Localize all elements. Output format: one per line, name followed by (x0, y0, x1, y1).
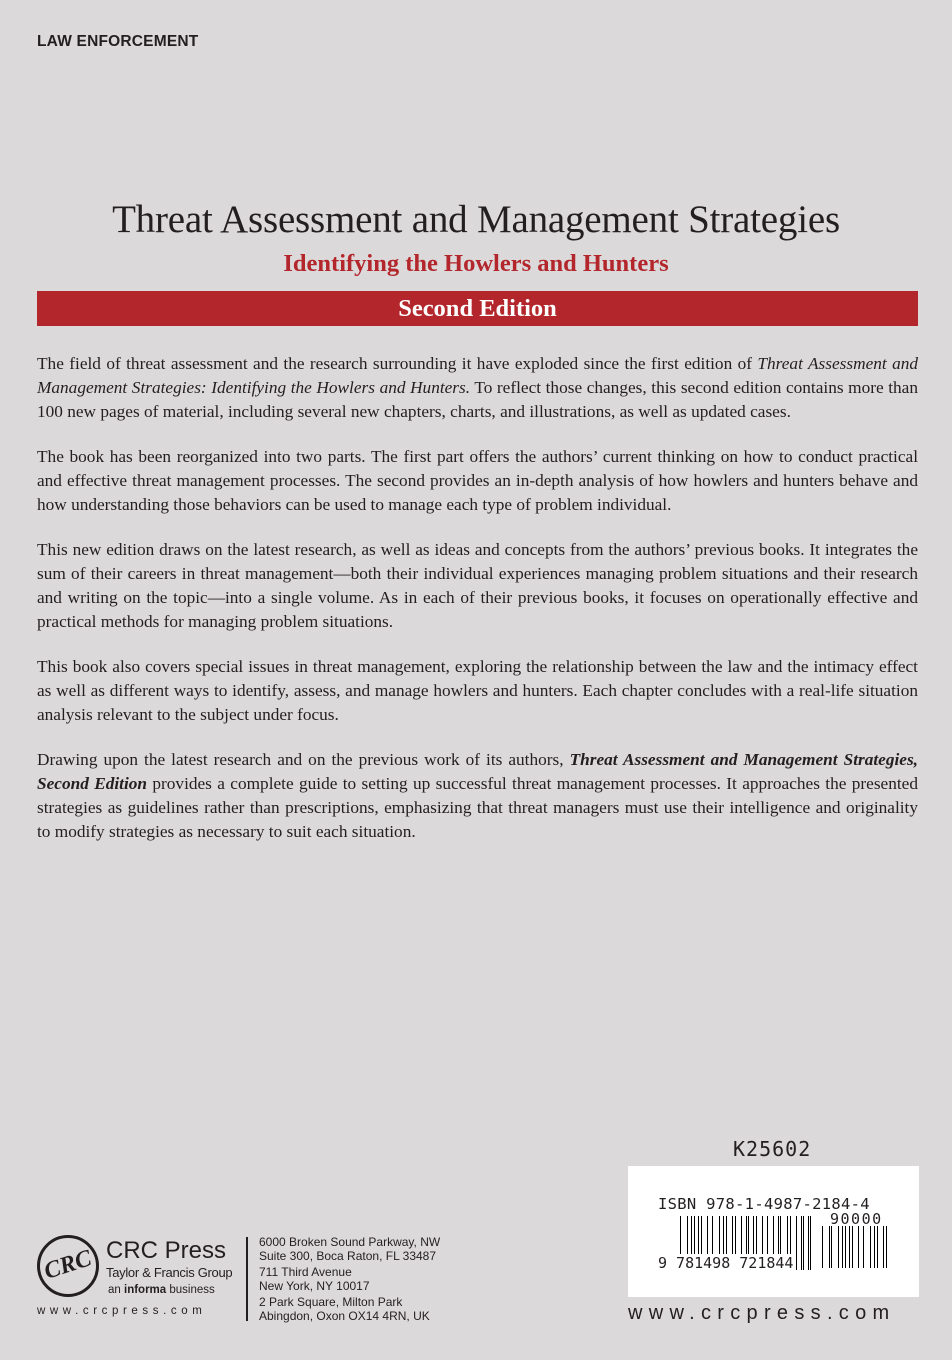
website-link[interactable]: www.crcpress.com (628, 1302, 896, 1324)
edition-banner: Second Edition (37, 291, 918, 326)
publisher-website[interactable]: www.crcpress.com (37, 1305, 207, 1317)
book-title: Threat Assessment and Management Strategies (112, 198, 840, 241)
book-subtitle: Identifying the Howlers and Hunters (283, 250, 669, 277)
isbn-barcode-box (628, 1166, 919, 1297)
description-paragraph (37, 748, 918, 844)
isbn-label: ISBN 978-1-4987-2184-4 (658, 1195, 870, 1213)
publisher-addresses (259, 1236, 440, 1326)
text-segment: The book has been reorganized into two parts. The first part offers the authors’ current thinking on how to conduct practical and effective threat management processes. The second provides an in-depth analysis of how howlers and hunters behave and how understanding those behaviors can be used to manage each type of problem individual. (37, 447, 918, 514)
address: 711 Third Avenue New York, NY 10017 (259, 1265, 370, 1293)
text-segment: Drawing upon the latest research and on the previous work of its authors, (37, 750, 570, 769)
product-code: K25602 (733, 1137, 812, 1161)
text-segment: This new edition draws on the latest research, as well as ideas and concepts from the authors’ previous books. It integrates the sum of their careers in threat management—both their individual experiences managing problem situations and their research and writing on the topic—into a single volume. As in each of their previous books, it focuses on operationally effective and practical methods for managing problem situations. (37, 540, 918, 631)
description (37, 352, 918, 865)
description-paragraph (37, 352, 918, 424)
ean-number: 9 781498 721844 (658, 1254, 794, 1272)
publisher-group: Taylor & Francis Group (106, 1265, 233, 1280)
text-segment: Threat Assessment and Management Strategies: Identifying the Howlers and Hunters. (37, 354, 918, 397)
publisher-tagline: an informa business (108, 1284, 215, 1296)
divider (246, 1237, 248, 1321)
price-addon: 90000 (830, 1210, 883, 1228)
text-segment: provides a complete guide to setting up successful threat management processes. It approaches the presented strategies as guidelines rather than prescriptions, emphasizing that threat managers must use their intelligence and originality to modify strategies as necessary to suit each situation. (37, 774, 918, 841)
description-paragraph (37, 538, 918, 634)
text-segment: To reflect those changes, this second edition contains more than 100 new pages of material, including several new chapters, charts, and illustrations, as well as updated cases. (37, 378, 918, 421)
description-paragraph (37, 445, 918, 517)
text-segment: This book also covers special issues in threat management, exploring the relationship between the law and the intimacy effect as well as different ways to identify, assess, and manage howlers and hunters. Each chapter concludes with a real-life situation analysis relevant to the subject under focus. (37, 657, 918, 724)
crc-logo-icon: CRC (37, 1235, 99, 1297)
addon-barcode (822, 1226, 892, 1268)
category-label: LAW ENFORCEMENT (37, 33, 199, 50)
address: 2 Park Square, Milton Park Abingdon, Oxon OX14 4RN, UK (259, 1295, 430, 1323)
text-segment: The field of threat assessment and the research surrounding it have exploded since the first edition of (37, 354, 758, 373)
description-paragraph (37, 655, 918, 727)
text-segment: Threat Assessment and Management Strategies, Second Edition (37, 750, 918, 793)
address: 6000 Broken Sound Parkway, NW Suite 300, Boca Raton, FL 33487 (259, 1235, 441, 1263)
publisher-name: CRC Press (106, 1237, 227, 1264)
